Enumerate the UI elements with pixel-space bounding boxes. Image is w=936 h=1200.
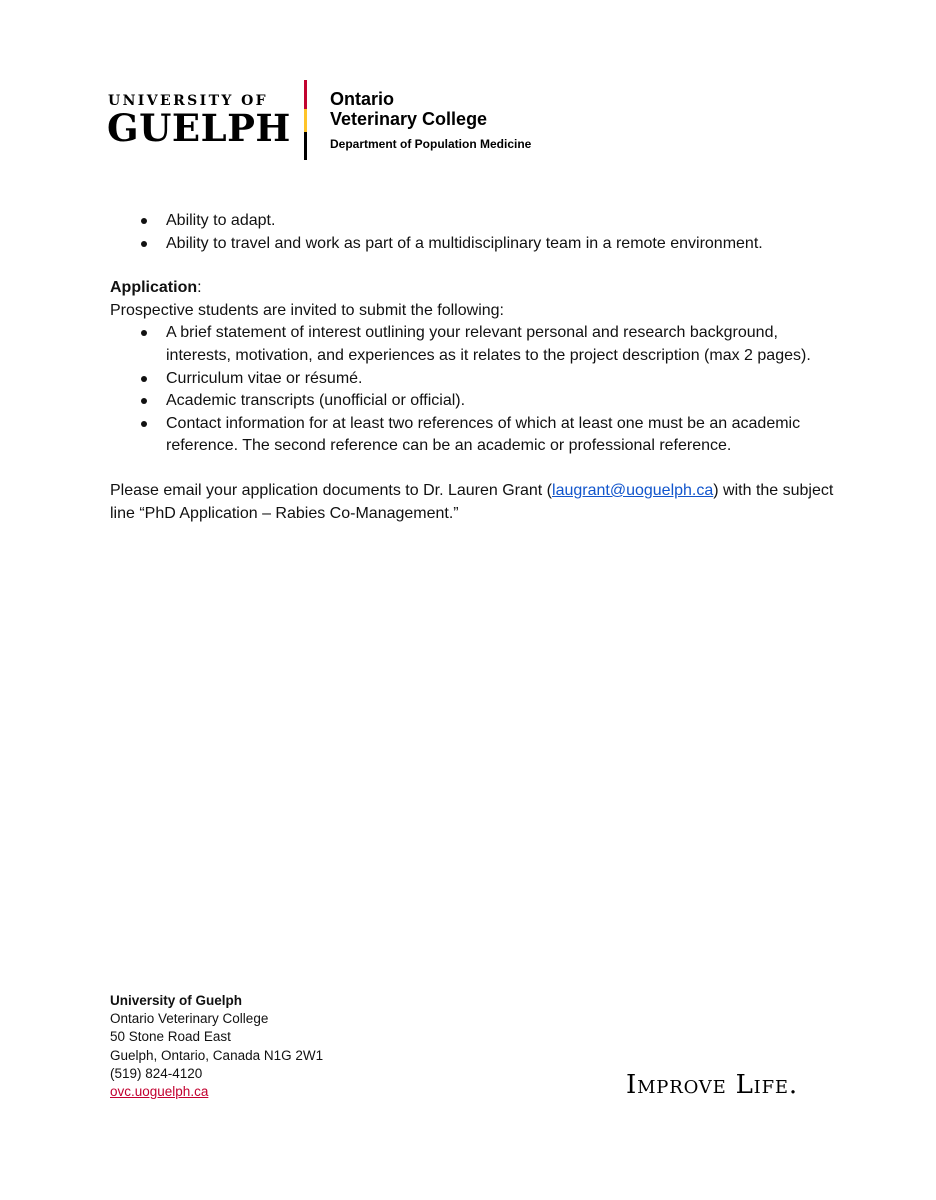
closing-text-after: ) with the subject line “PhD Application – Rabies Co-Management.” [110, 481, 834, 522]
document-body [110, 210, 840, 525]
footer-street: 50 Stone Road East [110, 1029, 231, 1045]
footer-college: Ontario Veterinary College [110, 1011, 269, 1027]
logo-bar-yellow [304, 109, 307, 132]
college-name [330, 89, 487, 129]
college-name-line1: Ontario [330, 89, 395, 109]
university-of-label: UNIVERSITY OF [108, 93, 269, 109]
email-link[interactable]: laugrant@uoguelph.ca [552, 481, 714, 499]
improve-life-tagline: Improve Life. [626, 1070, 798, 1100]
logo-bar-black [304, 132, 307, 160]
list-item: Ability to travel and work as part of a multidisciplinary team in a remote environment. [110, 233, 840, 256]
list-item: A brief statement of interest outlining your relevant personal and research background, interests, motivation, and experiences as it relates to the project description (max 2 pages). [110, 322, 840, 367]
college-name-line2: Veterinary College [330, 109, 488, 129]
application-list [110, 322, 840, 458]
footer-website-link[interactable]: ovc.uoguelph.ca [110, 1084, 209, 1100]
list-item: Ability to adapt. [110, 210, 840, 233]
guelph-wordmark: GUELPH [107, 106, 291, 150]
footer-phone: (519) 824-4120 [110, 1065, 203, 1081]
list-item: Academic transcripts (unofficial or official). [110, 390, 840, 413]
footer-org: University of Guelph [110, 993, 243, 1008]
footer-city: Guelph, Ontario, Canada N1G 2W1 [110, 1047, 324, 1063]
requirements-list [110, 210, 840, 255]
logo-divider-bar [304, 80, 307, 160]
application-heading [110, 277, 840, 300]
logo-bar-red [304, 80, 307, 109]
header-logo [108, 80, 568, 162]
closing-paragraph [110, 480, 840, 525]
application-intro: Prospective students are invited to submit the following: [110, 301, 504, 319]
list-item: Curriculum vitae or résumé. [110, 368, 840, 391]
closing-text-before: Please email your application documents to Dr. Lauren Grant ( [110, 481, 553, 499]
list-item: Contact information for at least two references of which at least one must be an academic reference. The second reference can be an academic or professional reference. [110, 413, 840, 458]
application-heading-text: Application [110, 279, 198, 297]
footer-address [110, 992, 323, 1101]
department-name: Department of Population Medicine [330, 137, 532, 151]
application-heading-colon: : [197, 279, 202, 297]
